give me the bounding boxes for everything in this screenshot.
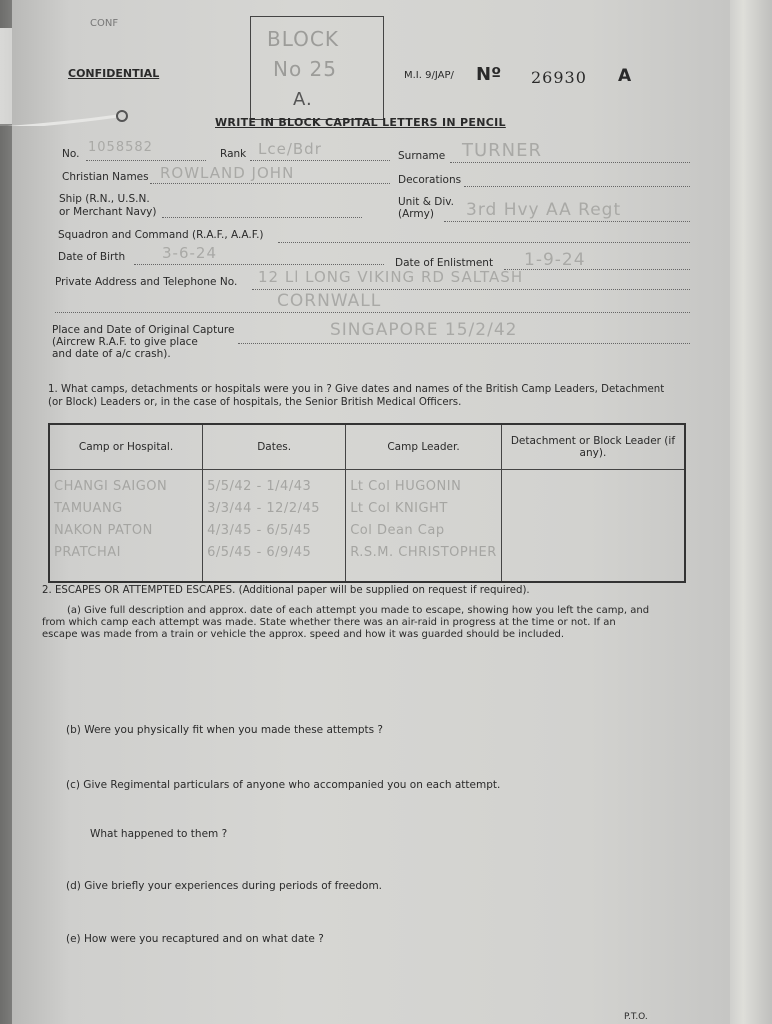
corner-text: CONF [90,18,119,29]
capture-label-2: (Aircrew R.A.F. to give place [52,336,198,348]
stamp-line-3: A. [293,89,313,110]
leader-entry: Lt Col KNIGHT [350,501,448,516]
camps-table [48,423,686,583]
col-header-dates: Dates. [203,424,346,470]
unit-value: 3rd Hvy AA Regt [466,200,622,220]
block-stamp [250,16,384,120]
date-entry: 3/3/44 - 12/2/45 [207,501,321,516]
camp-entry: NAKON PATON [54,523,153,538]
col-header-detachment: Detachment or Block Leader (if any). [501,424,685,470]
surname-value: TURNER [462,140,543,161]
date-entry: 4/3/45 - 6/5/45 [207,523,312,538]
address-label: Private Address and Telephone No. [55,276,238,288]
question-1-line-2: (or Block) Leaders or, in the case of hospitals, the Senior British Medical Officers. [48,397,462,408]
question-2a-line-1: (a) Give full description and approx. date of each attempt you made to escape, showing how you left the camp, and [67,605,650,616]
decorations-label: Decorations [398,174,462,186]
confidential-label: CONFIDENTIAL [68,67,160,80]
instruction-heading: WRITE IN BLOCK CAPITAL LETTERS IN PENCIL [215,116,506,129]
leader-entry: R.S.M. CHRISTOPHER [350,545,497,560]
question-2c: (c) Give Regimental particulars of anyone who accompanied you on each attempt. [66,779,501,791]
question-2d: (d) Give briefly your experiences during periods of freedom. [66,880,383,892]
leaders-cell [346,470,502,583]
capture-value: SINGAPORE 15/2/42 [330,320,518,340]
unit-label: Unit & Div. [398,196,454,208]
camp-entry: CHANGI SAIGON [54,479,168,494]
col-header-camp: Camp or Hospital. [49,424,203,470]
underlying-pages [723,0,772,1024]
ref-code: M.I. 9/JAP/ [404,70,454,81]
question-2-title: 2. ESCAPES OR ATTEMPTED ESCAPES. (Additional paper will be supplied on request if required). [42,585,530,596]
camp-entry: TAMUANG [54,501,123,516]
capture-label-1: Place and Date of Original Capture [52,324,235,336]
ship-label: Ship (R.N., U.S.N. [59,193,150,205]
pto-mark: P.T.O. [624,1012,648,1022]
question-2e: (e) How were you recaptured and on what date ? [66,933,324,945]
no-label: No. [62,148,80,160]
rank-label: Rank [220,148,247,160]
leader-entry: Lt Col HUGONIN [350,479,462,494]
date-entry: 6/5/45 - 6/9/45 [207,545,312,560]
col-header-leader: Camp Leader. [346,424,502,470]
capture-label-3: and date of a/c crash). [52,348,171,360]
stamp-line-1: BLOCK [267,27,339,51]
question-1-line-1: 1. What camps, detachments or hospitals were you in ? Give dates and names of the British Camp Leaders, Detachment [48,384,665,395]
form-page [12,0,730,1024]
enlistment-value: 1-9-24 [524,250,586,270]
dates-cell [203,470,346,583]
no-value: 1058582 [88,140,153,155]
stamp-line-2: No 25 [273,57,338,81]
christian-value: ROWLAND JOHN [160,164,295,182]
question-2a-line-3: escape was made from a train or vehicle the approx. speed and how it was guarded should be included. [42,629,565,640]
question-2c-followup: What happened to them ? [90,828,228,840]
form-number: 26930 [531,68,587,87]
detachment-cell [501,470,685,583]
christian-label: Christian Names [62,171,149,183]
dob-label: Date of Birth [58,251,126,263]
number-label: Nº [476,64,502,85]
rank-value: Lce/Bdr [258,140,322,158]
camps-cell [49,470,203,583]
question-2b: (b) Were you physically fit when you made these attempts ? [66,724,383,736]
form-suffix: A [618,66,632,86]
squadron-label: Squadron and Command (R.A.F., A.A.F.) [58,229,264,241]
dob-value: 3-6-24 [162,244,217,262]
tie-string [0,106,130,126]
leader-entry: Col Dean Cap [350,523,445,538]
address-value: 12 Ll LONG VIKING RD SALTASH [258,268,524,286]
enlistment-label: Date of Enlistment [395,257,494,269]
question-2a-line-2: from which camp each attempt was made. State whether there was an air-raid in progress at the time or not. If an [42,617,616,628]
date-entry: 5/5/42 - 1/4/43 [207,479,312,494]
ship-label-2: or Merchant Navy) [59,206,157,218]
camp-entry: PRATCHAI [54,545,121,560]
address-value-2: CORNWALL [277,291,382,311]
surname-label: Surname [398,150,446,162]
unit-label-2: (Army) [398,208,434,220]
